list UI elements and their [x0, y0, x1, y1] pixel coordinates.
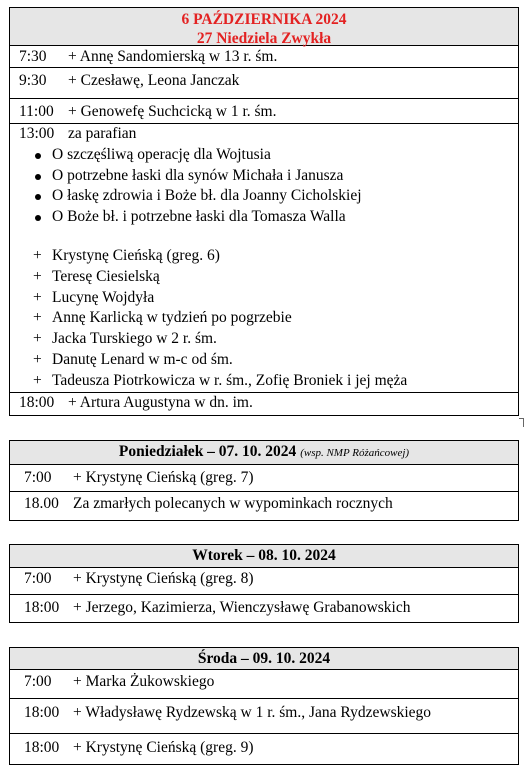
- list-item: + Teresę Ciesielską: [33, 267, 160, 285]
- mass-time: 11:00: [19, 103, 54, 120]
- tuesday-table: [9, 544, 519, 623]
- plus-icon: +: [33, 350, 42, 368]
- monday-header-note: (wsp. NMP Różańcowej): [300, 447, 410, 459]
- list-item: O szczęśliwą operację dla Wojtusia: [10, 146, 518, 167]
- monday-table: [9, 440, 519, 521]
- sunday-header: [10, 8, 518, 46]
- mass-intention: Za zmarłych polecanych w wypominkach rocznych: [73, 495, 393, 512]
- tuesday-header-title: Wtorek – 08. 10. 2024: [192, 547, 336, 564]
- mass-row: [10, 46, 518, 68]
- mass-intention: + Artura Augustyna w dn. im.: [68, 394, 253, 411]
- list-item: + Tadeusza Piotrkowicza w r. śm., Zofię Broniek i jej męża: [33, 371, 408, 389]
- mass-row: [10, 670, 518, 699]
- mass-intention: + Krystynę Cieńską (greg. 8): [73, 570, 254, 587]
- bullet-icon: [35, 215, 41, 221]
- mass-row: [10, 595, 518, 622]
- mass-row: [10, 734, 518, 764]
- wednesday-header-title: Środa – 09. 10. 2024: [197, 650, 331, 667]
- plus-icon: +: [33, 247, 42, 264]
- mass-intention: + Jerzego, Kazimierza, Wienczysławę Grabanowskich: [73, 599, 411, 616]
- bullet-icon: [35, 194, 41, 200]
- plus-icon: +: [33, 330, 42, 348]
- mass-row-parish: [10, 124, 518, 393]
- mass-time: 9:30: [19, 72, 47, 89]
- mass-intention: + Krystynę Cieńską (greg. 9): [73, 739, 254, 756]
- mass-intention: + Krystynę Cieńską (greg. 7): [73, 469, 254, 486]
- mass-row: [10, 68, 518, 99]
- mass-row: [10, 393, 518, 415]
- list-item: + Annę Karlicką w tydzień po pogrzebie: [33, 309, 292, 327]
- monday-header-title: Poniedziałek – 07. 10. 2024: [118, 443, 297, 460]
- plus-icon: +: [33, 288, 42, 306]
- mass-time: 7:30: [19, 48, 47, 65]
- plus-icon: +: [33, 371, 42, 389]
- list-item: O łaskę zdrowia i Boże bł. dla Joanny Cicholskiej: [10, 187, 518, 208]
- mass-time: 7:00: [24, 570, 52, 587]
- mass-time: 18.00: [24, 495, 59, 512]
- mass-intention: + Marka Żukowskiego: [73, 673, 215, 690]
- mass-time: 18:00: [24, 599, 60, 616]
- page-corner-mark: [519, 418, 524, 427]
- plus-list: [10, 247, 518, 393]
- mass-row: [10, 99, 518, 124]
- mass-time: 18:00: [24, 704, 60, 721]
- mass-row: [10, 568, 518, 595]
- list-item: O potrzebne łaski dla synów Michała i Janusza: [10, 167, 518, 188]
- bullet-icon: [35, 174, 41, 180]
- mass-intention: + Czesławę, Leona Janczak: [68, 72, 240, 89]
- plus-icon: +: [33, 267, 42, 285]
- mass-row: [10, 699, 518, 734]
- plus-icon: +: [33, 309, 42, 327]
- mass-time: 13:00: [19, 125, 55, 142]
- bullet-icon: [35, 153, 41, 159]
- mass-time: 18:00: [19, 394, 55, 411]
- monday-header: [10, 441, 518, 465]
- bullet-list: [10, 146, 518, 229]
- wednesday-header: [10, 648, 518, 670]
- list-item: + Jacka Turskiego w 2 r. śm.: [33, 330, 217, 348]
- tuesday-header: [10, 545, 518, 568]
- mass-intention: + Genowefę Suchcicką w 1 r. śm.: [68, 103, 277, 120]
- list-item: + Lucynę Wojdyła: [33, 288, 155, 306]
- list-item: + Danutę Lenard w m-c od śm.: [33, 350, 233, 368]
- mass-time: 7:00: [24, 673, 52, 690]
- list-item: + Krystynę Cieńską (greg. 6): [33, 247, 220, 264]
- mass-time: 18:00: [24, 739, 60, 756]
- mass-row: [10, 492, 518, 520]
- mass-intention: + Władysławę Rydzewską w 1 r. śm., Jana Rydzewskiego: [73, 704, 432, 721]
- mass-row: [10, 465, 518, 492]
- mass-time: 7:00: [24, 469, 52, 486]
- mass-intention: + Annę Sandomierską w 13 r. śm.: [68, 48, 278, 65]
- wednesday-table: [9, 647, 519, 765]
- sunday-subtitle: 27 Niedziela Zwykła: [196, 30, 332, 47]
- parish-heading: za parafian: [68, 125, 137, 142]
- list-item: O Boże bł. i potrzebne łaski dla Tomasza Walla: [10, 208, 518, 229]
- sunday-date: 6 PAŹDZIERNIKA 2024: [181, 11, 347, 28]
- sunday-table: [9, 7, 519, 416]
